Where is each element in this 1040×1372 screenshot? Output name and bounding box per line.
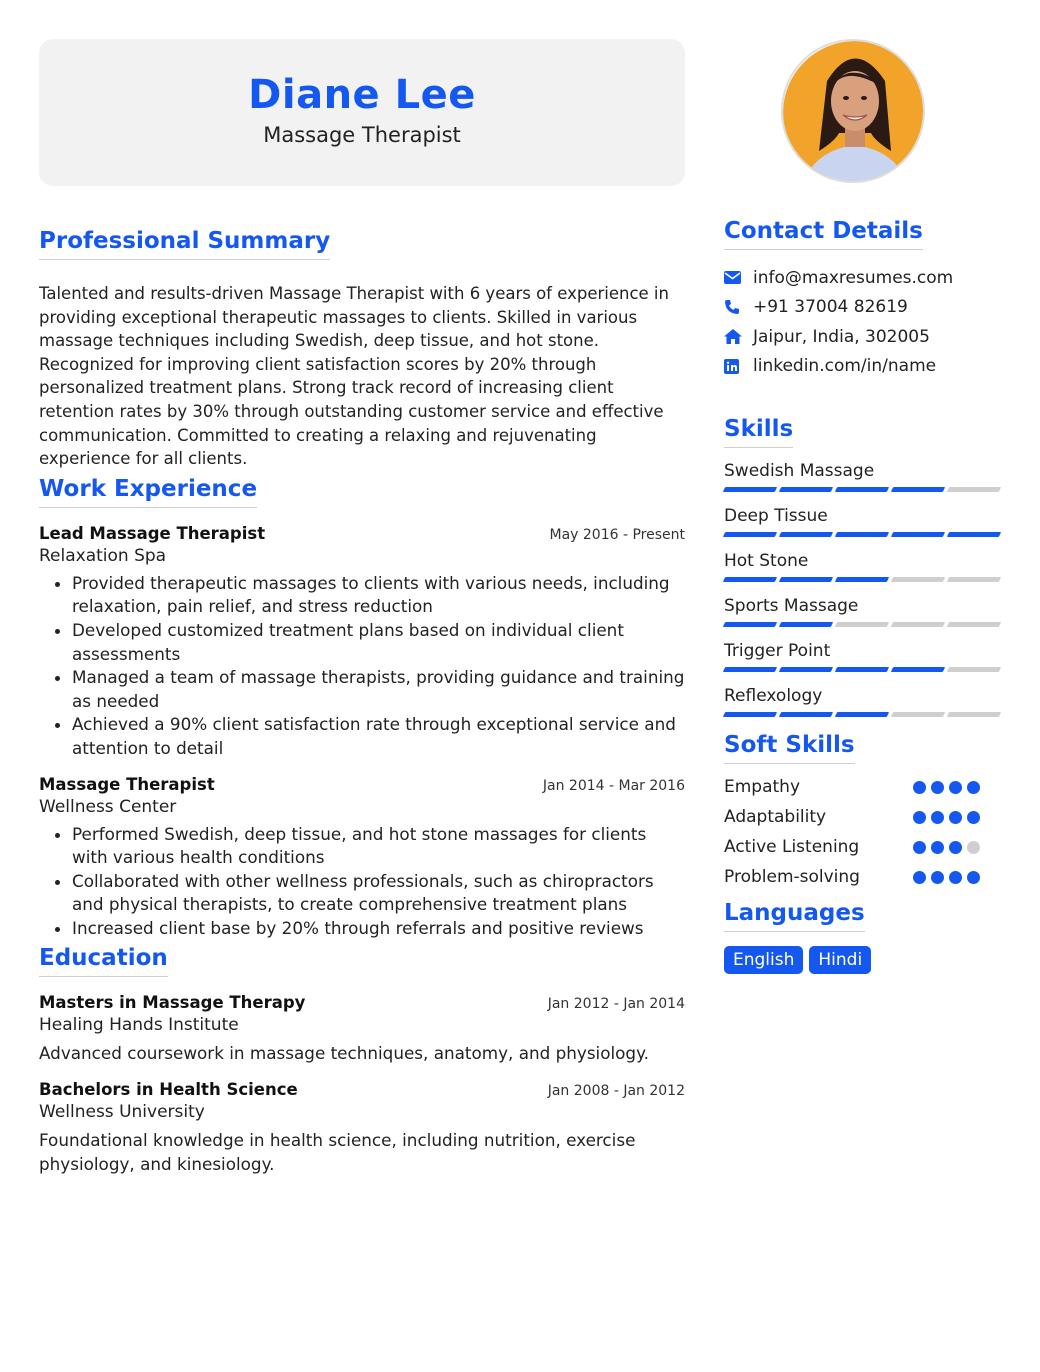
skill-level-segment [835, 622, 889, 627]
rating-dot [949, 841, 962, 854]
education-entry [39, 1080, 685, 1176]
education-date: Jan 2008 - Jan 2012 [547, 1083, 685, 1100]
skill-level-segment [835, 487, 889, 492]
rating-dot [913, 841, 926, 854]
contact-section [724, 216, 1000, 381]
rating-dot [967, 871, 980, 884]
degree-title: Bachelors in Health Science [39, 1080, 298, 1100]
job-bullet: • Managed a team of massage therapists, providing guidance and training as needed [72, 666, 685, 713]
rating-dot [967, 781, 980, 794]
language-tag-english: English [724, 946, 803, 974]
skill-item [724, 505, 1000, 537]
avatar [783, 41, 925, 183]
skill-level-segment [723, 712, 777, 717]
skill-item [724, 550, 1000, 582]
rating-dot [931, 841, 944, 854]
contact-email-text: info@maxresumes.com [753, 267, 954, 288]
school-name: Healing Hands Institute [39, 1015, 239, 1036]
skill-level-segment [723, 487, 777, 492]
job-bullets [39, 823, 685, 941]
job-organization: Relaxation Spa [39, 545, 167, 566]
job-bullet: • Provided therapeutic massages to clients with various needs, including relaxation, pain relief, and stress reduction [72, 572, 685, 619]
education-section [39, 943, 685, 1176]
contact-email[interactable] [724, 263, 1000, 293]
soft-skill-rating [913, 841, 980, 854]
soft-skill-rating [913, 811, 980, 824]
contact-phone[interactable] [724, 293, 1000, 323]
contact-phone-text: +91 37004 82619 [753, 297, 908, 318]
education-entry [39, 993, 685, 1066]
header-card [39, 39, 685, 186]
soft-skill-rating [913, 871, 980, 884]
soft-skill-name: Problem-solving [724, 867, 860, 887]
languages-heading: Languages [724, 898, 865, 932]
skill-level-segment [835, 712, 889, 717]
skill-level-bar [724, 577, 1000, 582]
job-bullet: • Increased client base by 20% through referrals and positive reviews [72, 917, 685, 941]
skill-level-segment [723, 622, 777, 627]
skill-level-segment [891, 532, 945, 537]
linkedin-icon [724, 359, 753, 374]
skill-name: Sports Massage [724, 596, 859, 616]
soft-skill-item [724, 862, 1000, 892]
skill-level-bar [724, 712, 1000, 717]
rating-dot [949, 811, 962, 824]
soft-skill-item [724, 772, 1000, 802]
job-organization: Wellness Center [39, 796, 177, 817]
job-bullet: • Collaborated with other wellness professionals, such as chiropractors and physical therapists, to create comprehensive treatment plans [72, 870, 685, 917]
job-bullets [39, 572, 685, 761]
skill-name: Deep Tissue [724, 506, 828, 526]
contact-heading: Contact Details [724, 216, 923, 250]
main-column [39, 39, 685, 1176]
degree-title: Masters in Massage Therapy [39, 993, 306, 1013]
job-entry [39, 524, 685, 761]
education-description: Foundational knowledge in health science, including nutrition, exercise physiology, and kinesiology. [39, 1130, 636, 1174]
skill-name: Hot Stone [724, 551, 809, 571]
job-bullet: • Performed Swedish, deep tissue, and hot stone massages for clients with various health conditions [72, 823, 685, 870]
skill-level-segment [947, 712, 1001, 717]
skill-name: Swedish Massage [724, 461, 875, 481]
skill-level-bar [724, 622, 1000, 627]
job-bullet: • Developed customized treatment plans based on individual client assessments [72, 619, 685, 666]
contact-linkedin[interactable] [724, 352, 1000, 382]
skill-level-segment [723, 577, 777, 582]
candidate-title: Massage Therapist [263, 123, 461, 147]
skill-level-bar [724, 532, 1000, 537]
job-title: Massage Therapist [39, 774, 215, 794]
skill-item [724, 460, 1000, 492]
skill-level-segment [891, 487, 945, 492]
skill-name: Trigger Point [724, 641, 831, 661]
rating-dot [913, 871, 926, 884]
education-date: Jan 2012 - Jan 2014 [547, 996, 685, 1013]
education-description: Advanced coursework in massage techniques, anatomy, and physiology. [39, 1043, 649, 1064]
education-heading: Education [39, 943, 168, 977]
rating-dot [931, 811, 944, 824]
rating-dot [967, 811, 980, 824]
skill-level-segment [723, 532, 777, 537]
skill-level-segment [779, 577, 833, 582]
soft-skill-rating [913, 781, 980, 794]
soft-skill-name: Active Listening [724, 837, 860, 857]
language-tags [724, 946, 1000, 974]
skill-level-segment [835, 667, 889, 672]
skill-item [724, 640, 1000, 672]
skill-level-segment [947, 667, 1001, 672]
skill-level-segment [779, 622, 833, 627]
soft-skill-name: Adaptability [724, 807, 827, 827]
languages-section [724, 898, 1000, 974]
skill-level-segment [723, 667, 777, 672]
skill-level-bar [724, 487, 1000, 492]
rating-dot [913, 781, 926, 794]
experience-heading: Work Experience [39, 474, 257, 508]
rating-dot [913, 811, 926, 824]
summary-text: Talented and results-driven Massage Therapist with 6 years of experience in providing exceptional therapeutic massages to clients. Skilled in various massage techniques including Swedish, deep tissue, and hot stone. Recognized for improving client satisfaction scores by 20% through personalized treatment plans. Strong track record of increasing client retention rates by 30% through outstanding customer service and effective communication. Committed to creating a relaxing and rejuvenating experience for all clients. [39, 284, 669, 469]
soft-skills-section [724, 730, 1000, 892]
skill-level-segment [947, 487, 1001, 492]
skill-level-segment [891, 577, 945, 582]
skill-level-segment [947, 532, 1001, 537]
language-tag-hindi: Hindi [809, 946, 871, 974]
soft-skill-item [724, 832, 1000, 862]
job-entry [39, 775, 685, 941]
job-bullet: • Achieved a 90% client satisfaction rate through exceptional service and attention to detail [72, 713, 685, 760]
skill-level-segment [835, 577, 889, 582]
rating-dot [931, 871, 944, 884]
experience-section [39, 474, 685, 941]
skill-level-segment [947, 577, 1001, 582]
rating-dot [967, 841, 980, 854]
skill-level-segment [891, 712, 945, 717]
summary-heading: Professional Summary [39, 226, 330, 260]
school-name: Wellness University [39, 1102, 205, 1123]
skill-level-segment [779, 712, 833, 717]
rating-dot [931, 781, 944, 794]
profile-photo [781, 39, 925, 183]
skills-section [724, 414, 1000, 717]
soft-skill-name: Empathy [724, 777, 801, 797]
job-title: Lead Massage Therapist [39, 523, 266, 543]
skill-level-segment [891, 622, 945, 627]
rating-dot [949, 781, 962, 794]
skill-level-segment [779, 532, 833, 537]
job-date: Jan 2014 - Mar 2016 [542, 777, 685, 794]
soft-skill-item [724, 802, 1000, 832]
skill-level-segment [947, 622, 1001, 627]
email-icon [724, 271, 753, 284]
rating-dot [949, 871, 962, 884]
soft-skills-heading: Soft Skills [724, 730, 855, 764]
skill-level-segment [891, 667, 945, 672]
skill-level-bar [724, 667, 1000, 672]
home-icon [724, 329, 753, 344]
skill-name: Reflexology [724, 686, 823, 706]
skill-level-segment [779, 487, 833, 492]
phone-icon [724, 299, 753, 315]
job-date: May 2016 - Present [549, 526, 685, 543]
skill-level-segment [835, 532, 889, 537]
skill-level-segment [779, 667, 833, 672]
contact-linkedin-text: linkedin.com/in/name [753, 356, 937, 377]
skill-item [724, 685, 1000, 717]
contact-address-text: Jaipur, India, 302005 [753, 326, 930, 347]
contact-address [724, 322, 1000, 352]
candidate-name: Diane Lee [248, 72, 476, 118]
skill-item [724, 595, 1000, 627]
sidebar-column [724, 39, 1000, 974]
summary-section [39, 226, 685, 471]
skills-heading: Skills [724, 414, 793, 448]
